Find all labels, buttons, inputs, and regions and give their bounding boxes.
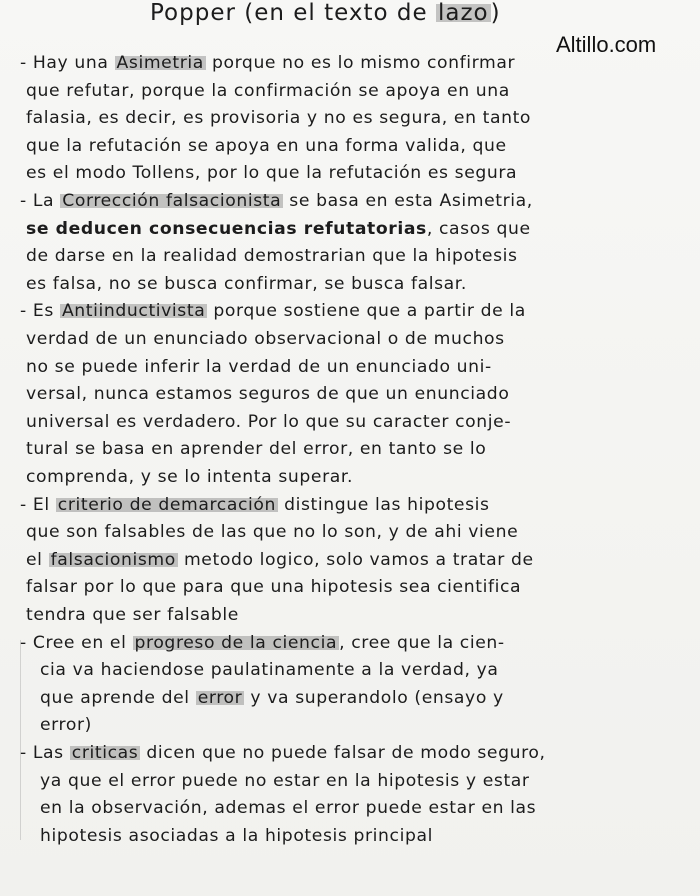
highlighted-term: progreso de la ciencia (134, 632, 338, 653)
text-line: es falsa, no se busca confirmar, se busca falsar. (26, 273, 467, 294)
text-line: que son falsables de las que no lo son, y de ahi viene (26, 522, 519, 543)
highlighted-term: criticas (71, 743, 139, 763)
highlighted-term: falsacionismo (50, 549, 176, 570)
page-title (150, 0, 550, 26)
title-suffix: ) (490, 0, 501, 26)
text-line: no se puede inferir la verdad de un enunciado uni- (26, 356, 492, 377)
text-line: versal, nunca estamos seguros de que un enunciado (26, 384, 510, 405)
text-line: de darse en la realidad demostrarian que la hipotesis (26, 246, 518, 267)
text-line: que aprende del error y va superandolo (ensayo y (40, 687, 504, 708)
text-line: cia va haciendose paulatinamente a la verdad, ya (40, 660, 499, 681)
text-line: - El criterio de demarcación distingue las hipotesis (20, 494, 490, 515)
text-line: comprenda, y se lo intenta superar. (26, 467, 354, 487)
text-line: hipotesis asociadas a la hipotesis principal (40, 825, 433, 846)
text-line: falasia, es decir, es provisoria y no es segura, en tanto (26, 108, 532, 129)
text-line: tendra que ser falsable (26, 605, 239, 625)
text-line: - Las criticas dicen que no puede falsar de modo seguro, (20, 743, 546, 763)
text-line: en la observación, ademas el error puede estar en las (40, 798, 537, 819)
watermark: Altillo.com (556, 32, 657, 57)
text-line: - Hay una Asimetria porque no es lo mismo confirmar (20, 53, 516, 73)
text-line: el falsacionismo metodo logico, solo vamos a tratar de (26, 549, 534, 570)
highlighted-term: Antiinductivista (61, 301, 206, 322)
text-line: se deducen consecuencias refutatorias, casos que (26, 218, 531, 239)
text-line: que refutar, porque la confirmación se apoya en una (26, 80, 510, 101)
title-prefix: Popper (en el texto de (150, 0, 436, 26)
text-line: - La Corrección falsacionista se basa en esta Asimetria, (20, 191, 533, 211)
highlighted-term: Asimetria (116, 53, 204, 73)
text-line: ya que el error puede no estar en la hipotesis y estar (40, 770, 530, 791)
title-highlight: lazo (437, 0, 489, 26)
text-line: verdad de un enunciado observacional o de muchos (26, 329, 505, 349)
bold-phrase: se deducen consecuencias refutatorias (26, 218, 427, 239)
text-line: tural se basa en aprender del error, en tanto se lo (26, 439, 487, 460)
text-line: es el modo Tollens, por lo que la refutación es segura (26, 163, 518, 184)
highlighted-term: criterio de demarcación (57, 494, 277, 515)
text-line: falsar por lo que para que una hipotesis sea cientifica (26, 577, 522, 598)
text-line: - Es Antiinductivista porque sostiene que a partir de la (20, 301, 526, 322)
text-line: universal es verdadero. Por lo que su caracter conje- (26, 411, 512, 432)
text-line: - Cree en el progreso de la ciencia , cree que la cien- (20, 632, 505, 653)
highlighted-term: Corrección falsacionista (62, 191, 282, 211)
highlighted-term: error (197, 687, 243, 708)
text-line: que la refutación se apoya en una forma valida, que (26, 135, 507, 156)
text-line: error) (40, 715, 92, 736)
